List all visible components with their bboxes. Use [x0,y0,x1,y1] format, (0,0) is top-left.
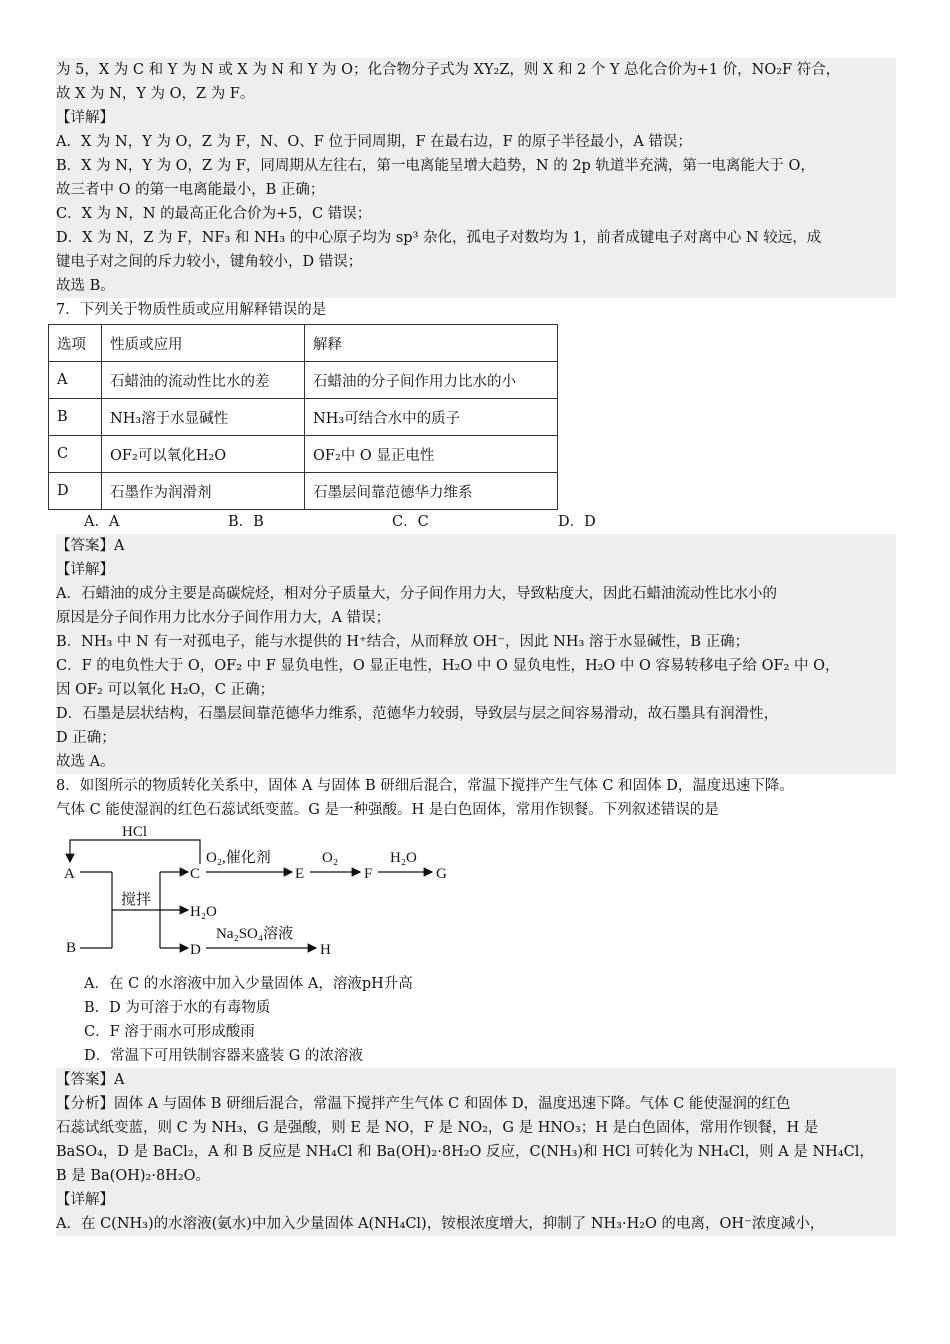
node-h2o: H₂O [190,904,217,920]
q8-stem: 8．如图所示的物质转化关系中，固体 A 与固体 B 研细后混合，常温下搅拌产生气体 C 和固体 D，温度迅速下降。 [56,778,794,794]
q7-solution-block [56,534,896,774]
node-h: H [320,942,331,958]
analysis-line: B 是 Ba(OH)₂·8H₂O。 [56,1168,211,1184]
q7-table [48,324,558,510]
node-b: B [66,940,77,956]
choice-a: A．A [84,514,120,530]
text-line: A．石蜡油的成分主要是高碳烷烃，相对分子质量大，分子间作用力大，导致粘度大，因此石蜡油流动性比水小的 [56,586,777,602]
table-row [49,473,558,510]
table-cell: 石墨层间靠范德华力维系 [305,473,558,510]
text-line: 键电子对之间的斥力较小，键角较小，D 错误； [56,254,363,270]
q8-option-a: A．在 C 的水溶液中加入少量固体 A，溶液pH升高 [84,976,413,992]
conversion-diagram-svg [60,822,480,972]
q6-solution-block [56,58,896,298]
answer-line: 【答案】A [56,538,125,554]
table-header-row [49,325,558,362]
node-f: F [364,866,373,882]
question-7 [56,298,896,534]
detail-heading: 【详解】 [56,1192,114,1208]
text-line: C．X 为 N，N 的最高正化合价为+5，C 错误； [56,206,372,222]
table-header-cell: 解释 [305,325,558,362]
c-to-e-label: O₂,催化剂 [206,850,271,866]
table-cell: 石蜡油的流动性比水的差 [102,362,305,399]
text-line: D 正确； [56,730,116,746]
q7-stem: 7．下列关于物质性质或应用解释错误的是 [56,302,327,318]
choice-c: C．C [392,514,429,530]
table-cell: D [49,473,102,510]
q8-option-c: C．F 溶于雨水可形成酸雨 [84,1024,255,1040]
table-cell: NH₃溶于水显碱性 [102,399,305,436]
table-row [49,399,558,436]
table-cell: OF₂可以氧化H₂O [102,436,305,473]
table-cell: 石墨作为润滑剂 [102,473,305,510]
document-page [56,58,896,1236]
stir-label: 搅拌 [121,892,152,908]
text-line: D．X 为 N，Z 为 F，NF₃ 和 NH₃ 的中心原子均为 sp³ 杂化，孤电子对数均为 1，前者成键电子对离中心 N 较远，成 [56,230,822,246]
q8-option-b: B．D 为可溶于水的有毒物质 [84,1000,271,1016]
text-line: 因 OF₂ 可以氧化 H₂O，C 正确； [56,682,275,698]
text-line: 故 X 为 N，Y 为 O，Z 为 F。 [56,86,255,102]
node-d: D [190,942,201,958]
d-to-h-label: Na₂SO₄溶液 [216,926,294,942]
table-header-cell: 选项 [49,325,102,362]
table-cell: OF₂中 O 显正电性 [305,436,558,473]
text-line: D．石墨是层状结构，石墨层间靠范德华力维系，范德华力较弱，导致层与层之间容易滑动，故石墨具有润滑性， [56,706,779,722]
text-line: B．X 为 N，Y 为 O，Z 为 F，同周期从左往右，第一电离能呈增大趋势，N 的 2p 轨道半充满，第一电离能大于 O， [56,158,815,174]
table-header-cell: 性质或应用 [102,325,305,362]
table-cell: B [49,399,102,436]
table-cell: A [49,362,102,399]
table-cell: 石蜡油的分子间作用力比水的小 [305,362,558,399]
question-8 [56,774,896,1068]
hcl-label: HCl [122,824,148,840]
analysis-line: 石蕊试纸变蓝，则 C 为 NH₃，G 是强酸，则 E 是 NO，F 是 NO₂，G 是 HNO₃；H 是白色固体，常用作钡餐，H 是 [56,1120,819,1136]
table-cell: C [49,436,102,473]
text-line: 故选 A。 [56,754,115,770]
table-row [49,362,558,399]
choice-d: D．D [558,514,596,530]
node-a: A [64,866,75,882]
q8-stem: 气体 C 能使湿润的红色石蕊试纸变蓝。G 是一种强酸。H 是白色固体，常用作钡餐。下列叙述错误的是 [56,802,719,818]
e-to-f-label: O₂ [322,850,339,866]
q7-choices [56,510,896,534]
table-cell: NH₃可结合水中的质子 [305,399,558,436]
q8-solution-block [56,1068,896,1236]
text-line: 为 5，X 为 C 和 Y 为 N 或 X 为 N 和 Y 为 O；化合物分子式为 XY₂Z，则 X 和 2 个 Y 总化合价为+1 价，NO₂F 符合， [56,62,841,78]
analysis-line: BaSO₄，D 是 BaCl₂，A 和 B 反应是 NH₄Cl 和 Ba(OH)₂·8H₂O 反应，C(NH₃)和 HCl 可转化为 NH₄Cl，则 A 是 NH₄Cl， [56,1144,874,1160]
node-c: C [190,866,201,882]
table-row [49,436,558,473]
detail-heading: 【详解】 [56,562,114,578]
conversion-diagram [60,822,896,972]
text-line: A．X 为 N，Y 为 O，Z 为 F，N、O、F 位于同周期，F 在最右边，F 的原子半径最小，A 错误； [56,134,692,150]
text-line: A．在 C(NH₃)的水溶液(氨水)中加入少量固体 A(NH₄Cl)，铵根浓度增大，抑制了 NH₃·H₂O 的电离，OH⁻浓度减小， [56,1216,825,1232]
node-g: G [436,866,447,882]
text-line: B．NH₃ 中 N 有一对孤电子，能与水提供的 H⁺结合，从而释放 OH⁻，因此 NH₃ 溶于水显碱性，B 正确； [56,634,750,650]
text-line: 故三者中 O 的第一电离能最小，B 正确； [56,182,325,198]
answer-line: 【答案】A [56,1072,125,1088]
detail-heading: 【详解】 [56,110,114,126]
f-to-g-label: H₂O [390,850,417,866]
text-line: 故选 B。 [56,278,115,294]
choice-b: B．B [228,514,264,530]
analysis-line: 【分析】固体 A 与固体 B 研细后混合，常温下搅拌产生气体 C 和固体 D，温度迅速下降。气体 C 能使湿润的红色 [56,1096,791,1112]
hcl-loop-line [70,840,200,864]
q8-option-d: D．常温下可用铁制容器来盛装 G 的浓溶液 [84,1048,363,1064]
node-e: E [295,866,305,882]
text-line: 原因是分子间作用力比水分子间作用力大，A 错误； [56,610,391,626]
text-line: C．F 的电负性大于 O，OF₂ 中 F 显负电性，O 显正电性，H₂O 中 O 显负电性，H₂O 中 O 容易转移电子给 OF₂ 中 O， [56,658,840,674]
